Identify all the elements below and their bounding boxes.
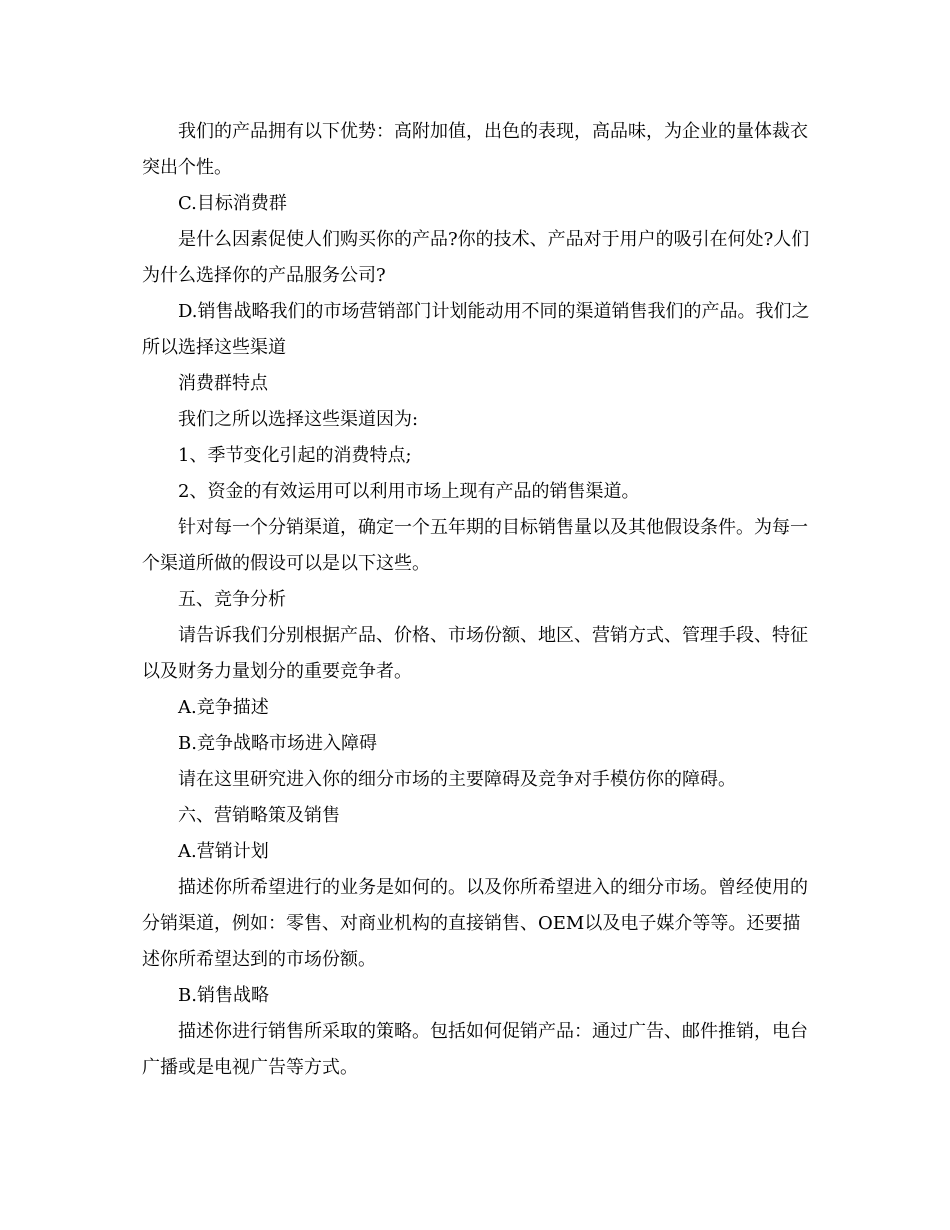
heading-competition-analysis: 五、竞争分析 [178,589,286,610]
paragraph-channel-reasons: 我们之所以选择这些渠道因为: [178,409,419,430]
paragraph-marketing-plan: 描述你所希望进行的业务是如何的。以及你所希望进入的细分市场。曾经使用的分销渠道，例如：零售、对商业机构的直接销售、OEM以及电子媒介等等。还要描述你所希望达到的市场份额。 [142,877,808,970]
heading-marketing-plan: A.营销计划 [178,841,269,862]
paragraph-purchase-factors: 是什么因素促使人们购买你的产品?你的技术、产品对于用户的吸引在何处?人们为什么选择你的产品服务公司? [142,229,810,286]
heading-target-consumers: C.目标消费群 [178,193,287,214]
list-item-2: 2、资金的有效运用可以利用市场上现有产品的销售渠道。 [178,481,640,502]
heading-marketing-sales: 六、营销略策及销售 [178,805,340,826]
heading-consumer-traits: 消费群特点 [178,373,268,394]
heading-competition-description: A.竞争描述 [178,697,269,718]
paragraph-sales-strategy: D.销售战略我们的市场营销部门计划能动用不同的渠道销售我们的产品。我们之所以选择这些渠道 [142,301,810,358]
document-body [142,114,810,1086]
paragraph-channel-targets: 针对每一个分销渠道，确定一个五年期的目标销售量以及其他假设条件。为每一个渠道所做的假设可以是以下这些。 [142,517,808,574]
heading-sales-strategy: B.销售战略 [178,985,269,1006]
paragraph-competitors: 请告诉我们分别根据产品、价格、市场份额、地区、营销方式、管理手段、特征以及财务力量划分的重要竞争者。 [142,625,808,682]
heading-competition-strategy: B.竞争战略市场进入障碍 [178,733,377,754]
paragraph-barriers: 请在这里研究进入你的细分市场的主要障碍及竞争对手模仿你的障碍。 [178,769,736,790]
paragraph-sales-methods: 描述你进行销售所采取的策略。包括如何促销产品：通过广告、邮件推销，电台广播或是电视广告等方式。 [142,1021,808,1078]
list-item-1: 1、季节变化引起的消费特点; [178,445,412,466]
paragraph-advantages: 我们的产品拥有以下优势：高附加值，出色的表现，高品味，为企业的量体裁衣突出个性。 [142,121,808,178]
